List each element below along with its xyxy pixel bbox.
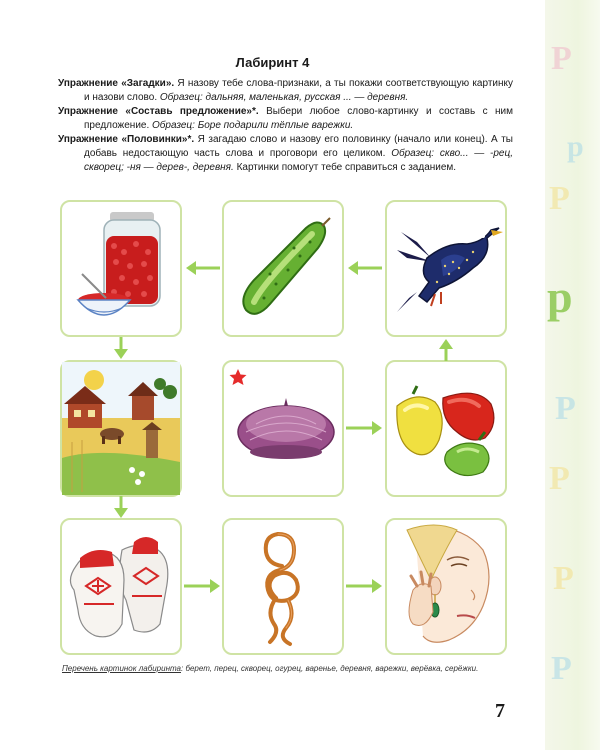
exercise-2: [58, 105, 513, 133]
arrow-jam-to-village: [112, 337, 130, 361]
exercise-3-text: Я загадаю слово и назову его половинку (начало или конец). А ты добавь недостающую часть слова и проговори его целиком.: [84, 134, 513, 159]
decorative-side-strip: [545, 0, 600, 750]
jam-jar-icon: [62, 202, 180, 335]
exercise-1: [58, 77, 513, 105]
arrow-rope-to-earrings: [346, 577, 384, 595]
village-icon: [62, 362, 180, 495]
arrow-beret-to-pepper: [346, 419, 384, 437]
picture-list: [62, 664, 522, 673]
exercise-2-text: Выбери любое слово-картинку и составь с ним предложение.: [84, 106, 513, 131]
decor-letter: р: [547, 271, 573, 322]
exercise-3-example: Образец: скво... — -рец, скворец; -ня — дерев-, деревня.: [84, 148, 513, 173]
arrow-mittens-to-rope: [184, 577, 222, 595]
exercise-3-text-after: Картинки помогут тебе справиться с заданием.: [233, 162, 457, 173]
rope-icon: [224, 520, 342, 653]
star-icon: [224, 362, 342, 495]
mittens-cell[interactable]: [60, 518, 182, 655]
arrow-cucumber-to-jam: [184, 259, 222, 277]
decor-letter: р: [567, 130, 584, 163]
rope-cell[interactable]: [222, 518, 344, 655]
cucumber-icon: [224, 202, 342, 335]
picture-list-items: : берет, перец, скворец, огурец, варенье, деревня, варежки, верёвка, серёжки.: [181, 664, 479, 673]
picture-list-label: Перечень картинок лабиринта: [62, 664, 181, 673]
earrings-cell[interactable]: [385, 518, 507, 655]
page-title: Лабиринт 4: [235, 55, 310, 70]
decor-letter: Р: [551, 40, 572, 77]
beret-cell[interactable]: [222, 360, 344, 497]
exercise-1-name: Упражнение «Загадки».: [58, 78, 175, 89]
exercise-2-example: Образец: Боре подарили тёплые варежки.: [152, 120, 354, 131]
page-number: 7: [495, 700, 505, 722]
starling-icon: [387, 202, 505, 335]
arrow-starling-to-cucumber: [346, 259, 384, 277]
exercise-1-example: Образец: дальняя, маленькая, русская ... — деревня.: [159, 92, 409, 103]
village-cell[interactable]: [60, 360, 182, 497]
exercise-3: [58, 133, 513, 175]
starling-cell[interactable]: [385, 200, 507, 337]
exercise-1-text: Я назову тебе слова-признаки, а ты покажи соответствующую картинку и назови слово.: [84, 78, 513, 103]
pepper-cell[interactable]: [385, 360, 507, 497]
exercise-3-name: Упражнение «Половинки»*.: [58, 134, 195, 145]
decor-letter: Р: [555, 390, 576, 427]
instructions: [58, 77, 513, 175]
cucumber-cell[interactable]: [222, 200, 344, 337]
mittens-icon: [62, 520, 180, 653]
arrow-pepper-to-starling: [437, 337, 455, 361]
decor-letter: Р: [551, 650, 572, 687]
earrings-icon: [387, 520, 505, 653]
jam-cell[interactable]: [60, 200, 182, 337]
decor-letter: Р: [549, 180, 570, 217]
decor-letter: Р: [553, 560, 574, 597]
arrow-village-to-mittens: [112, 496, 130, 520]
pepper-icon: [387, 362, 505, 495]
decor-letter: Р: [549, 460, 570, 497]
exercise-2-name: Упражнение «Составь предложение»*.: [58, 106, 259, 117]
